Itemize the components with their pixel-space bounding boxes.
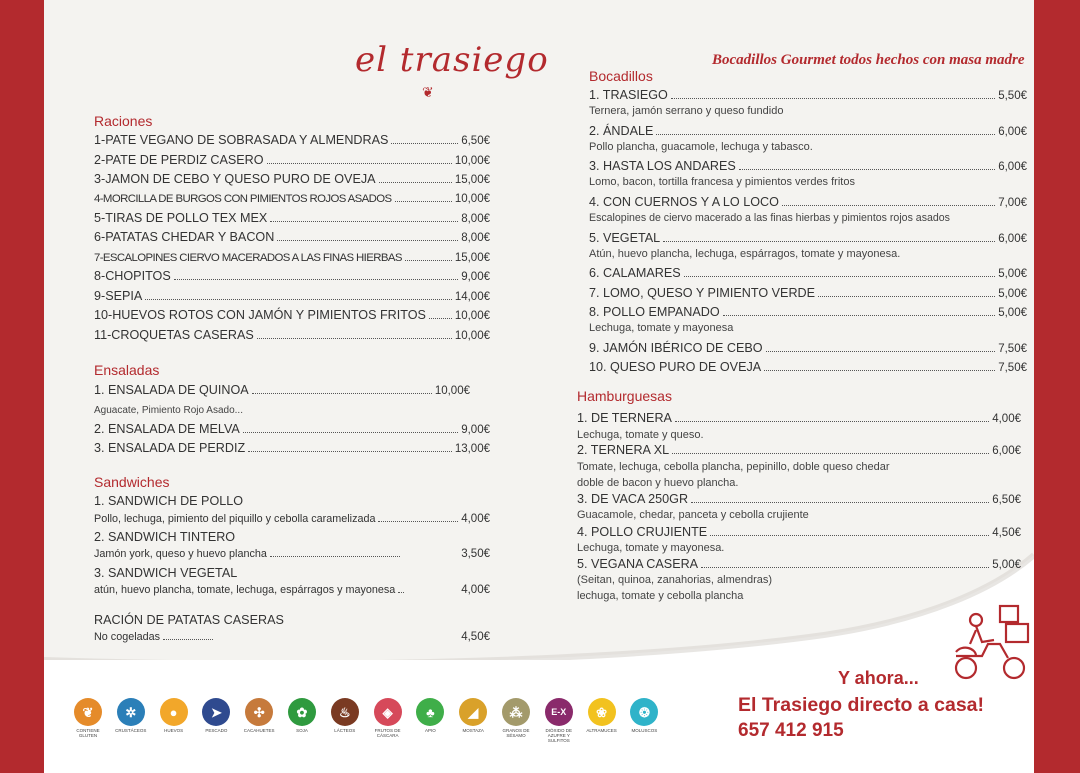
allergen-item bbox=[68, 698, 108, 738]
item-desc: lechuga, tomate y cebolla plancha bbox=[577, 590, 744, 602]
item-desc: Guacamole, chedar, panceta y cebolla crujiente bbox=[577, 509, 809, 521]
sulphite-icon: E-X bbox=[545, 698, 573, 726]
menu-item bbox=[589, 123, 1027, 140]
menu-item bbox=[94, 510, 490, 527]
mustard-icon: ◢ bbox=[459, 698, 487, 726]
item-price: 9,00€ bbox=[461, 271, 490, 283]
menu-item bbox=[94, 382, 470, 399]
item-desc: (Seitan, quinoa, zanahorias, almendras) bbox=[577, 574, 773, 586]
menu-item bbox=[94, 440, 490, 457]
item-name: 1. ENSALADA DE QUINOA bbox=[94, 383, 249, 397]
item-desc: atún, huevo plancha, tomate, lechuga, espárragos y mayonesa bbox=[94, 584, 396, 596]
item-desc: Lechuga, tomate y mayonesa. bbox=[577, 542, 725, 554]
item-desc: Lechuga, tomate y queso. bbox=[577, 429, 704, 441]
item-desc: No cogeladas bbox=[94, 631, 161, 643]
menu-item bbox=[589, 285, 1027, 302]
celery-icon: ♣ bbox=[416, 698, 444, 726]
item-price: 10,00€ bbox=[454, 193, 490, 205]
item-price: 5,00€ bbox=[998, 288, 1027, 300]
item-desc: Atún, huevo plancha, lechuga, espárragos, tomate y mayonesa. bbox=[589, 248, 901, 260]
item-price: 10,00€ bbox=[434, 385, 470, 397]
logo-pepper-icon: ❦ bbox=[422, 84, 434, 100]
lupin-icon: ❀ bbox=[588, 698, 616, 726]
item-price: 6,00€ bbox=[998, 126, 1027, 138]
section-title-hamburguesas: Hamburguesas bbox=[577, 388, 672, 404]
item-price: 5,00€ bbox=[998, 268, 1027, 280]
fish-icon: ➤ bbox=[202, 698, 230, 726]
allergen-label: LÁCTEOS bbox=[334, 728, 356, 733]
item-price: 4,50€ bbox=[992, 527, 1021, 539]
item-name: 2. SANDWICH TINTERO bbox=[94, 530, 236, 544]
item-name: 3. DE VACA 250GR bbox=[577, 492, 689, 506]
item-name: 8. POLLO EMPANADO bbox=[589, 305, 720, 319]
section-title-ensaladas: Ensaladas bbox=[94, 362, 160, 378]
menu-item bbox=[94, 421, 490, 438]
item-name: 3. HASTA LOS ANDARES bbox=[589, 159, 736, 173]
menu-page bbox=[44, 0, 1034, 773]
item-price: 7,50€ bbox=[998, 343, 1027, 355]
item-price: 5,00€ bbox=[992, 559, 1021, 571]
item-name: 6-PATATAS CHEDAR Y BACON bbox=[94, 230, 275, 244]
allergen-label: MOSTAZA bbox=[462, 728, 484, 733]
menu-item bbox=[577, 442, 1021, 459]
allergen-label: PESCADO bbox=[205, 728, 228, 733]
menu-item bbox=[577, 410, 1021, 427]
item-desc: Pollo, lechuga, pimiento del piquillo y cebolla caramelizada bbox=[94, 513, 376, 525]
menu-item bbox=[589, 304, 1027, 321]
item-desc: Jamón york, queso y huevo plancha bbox=[94, 548, 267, 560]
sesame-icon: ⁂ bbox=[502, 698, 530, 726]
section-title-bocadillos: Bocadillos bbox=[589, 68, 653, 84]
item-name: 1. DE TERNERA bbox=[577, 411, 672, 425]
logo: el trasiego bbox=[355, 40, 549, 80]
delivery-phone[interactable]: 657 412 915 bbox=[738, 720, 844, 741]
item-name: 2. TERNERA XL bbox=[577, 443, 670, 457]
item-desc: Ternera, jamón serrano y queso fundido bbox=[589, 105, 784, 117]
item-name: 1. TRASIEGO bbox=[589, 88, 668, 102]
menu-item bbox=[94, 545, 490, 562]
allergen-label: CACAHUETES bbox=[243, 728, 275, 733]
item-name: 7. LOMO, QUESO Y PIMIENTO VERDE bbox=[589, 286, 816, 300]
item-name: 4. CON CUERNOS Y A LO LOCO bbox=[589, 195, 779, 209]
menu-item bbox=[589, 158, 1027, 175]
item-price: 6,00€ bbox=[992, 445, 1021, 457]
menu-item bbox=[577, 491, 1021, 508]
allergen-label: APIO bbox=[425, 728, 436, 733]
item-price: 10,00€ bbox=[454, 155, 490, 167]
item-desc: Escalopines de ciervo macerado a las finas hierbas y pimientos rojos asados bbox=[589, 212, 950, 224]
item-name: 2. ÁNDALE bbox=[589, 124, 654, 138]
allergen-item bbox=[496, 698, 536, 738]
item-name: 9-SEPIA bbox=[94, 289, 143, 303]
crab-icon: ✲ bbox=[117, 698, 145, 726]
menu-item bbox=[94, 581, 490, 598]
item-name: RACIÓN DE PATATAS CASERAS bbox=[94, 613, 284, 627]
item-desc: Tomate, lechuga, cebolla plancha, pepinillo, doble queso chedar bbox=[577, 461, 890, 473]
section-title-raciones: Raciones bbox=[94, 113, 153, 129]
item-desc: Pollo plancha, guacamole, lechuga y tabasco. bbox=[589, 141, 813, 153]
menu-item bbox=[94, 327, 490, 344]
item-desc: Lechuga, tomate y mayonesa bbox=[589, 322, 734, 334]
menu-item bbox=[589, 359, 1027, 376]
delivery-line2: El Trasiego directo a casa! bbox=[738, 694, 985, 716]
menu-item bbox=[94, 132, 490, 149]
item-name: 3. SANDWICH VEGETAL bbox=[94, 566, 238, 580]
item-price: 13,00€ bbox=[454, 443, 490, 455]
item-name: 8-CHOPITOS bbox=[94, 269, 171, 283]
menu-item bbox=[589, 194, 1027, 211]
item-name: 3-JAMON DE CEBO Y QUESO PURO DE OVEJA bbox=[94, 172, 376, 186]
item-name: 11-CROQUETAS CASERAS bbox=[94, 328, 254, 342]
item-name: 7-ESCALOPINES CIERVO MACERADOS A LAS FINAS HIERBAS bbox=[94, 252, 402, 264]
allergen-label: ALTRAMUCES bbox=[586, 728, 617, 733]
allergen-item bbox=[410, 698, 450, 733]
menu-item bbox=[589, 265, 1027, 282]
item-name: 2-PATE DE PERDIZ CASERO bbox=[94, 153, 264, 167]
item-price: 10,00€ bbox=[454, 310, 490, 322]
item-price: 14,00€ bbox=[454, 291, 490, 303]
item-price: 6,00€ bbox=[998, 233, 1027, 245]
item-name: 6. CALAMARES bbox=[589, 266, 681, 280]
mollusc-icon: ❂ bbox=[630, 698, 658, 726]
allergen-item bbox=[282, 698, 322, 733]
item-name: 1-PATE VEGANO DE SOBRASADA Y ALMENDRAS bbox=[94, 133, 389, 147]
item-name: 5. VEGETAL bbox=[589, 231, 661, 245]
menu-item bbox=[589, 230, 1027, 247]
item-name: 1. SANDWICH DE POLLO bbox=[94, 494, 244, 508]
item-price: 10,00€ bbox=[454, 330, 490, 342]
item-price: 4,00€ bbox=[992, 413, 1021, 425]
item-name: 4. POLLO CRUJIENTE bbox=[577, 525, 708, 539]
allergen-label: HUEVOS bbox=[164, 728, 184, 733]
item-price: 8,00€ bbox=[461, 213, 490, 225]
item-name: 5-TIRAS DE POLLO TEX MEX bbox=[94, 211, 268, 225]
item-name: 10. QUESO PURO DE OVEJA bbox=[589, 360, 762, 374]
item-price: 15,00€ bbox=[454, 174, 490, 186]
item-price: 6,50€ bbox=[461, 135, 490, 147]
item-price: 4,00€ bbox=[461, 584, 490, 596]
menu-item bbox=[577, 524, 1021, 541]
menu-item bbox=[94, 628, 490, 645]
item-desc: doble de bacon y huevo plancha. bbox=[577, 477, 739, 489]
menu-item bbox=[94, 268, 490, 285]
allergen-item bbox=[196, 698, 236, 733]
item-name: 5. VEGANA CASERA bbox=[577, 557, 699, 571]
allergen-item bbox=[582, 698, 622, 733]
menu-item bbox=[94, 307, 490, 324]
item-price: 9,00€ bbox=[461, 424, 490, 436]
item-price: 5,00€ bbox=[998, 307, 1027, 319]
delivery-line1: Y ahora... bbox=[838, 668, 919, 688]
menu-item bbox=[94, 152, 490, 169]
item-name: 9. JAMÓN IBÉRICO DE CEBO bbox=[589, 341, 763, 355]
menu-item bbox=[589, 87, 1027, 104]
item-name: 4-MORCILLA DE BURGOS CON PIMIENTOS ROJOS ASADOS bbox=[94, 193, 392, 205]
allergen-label: MOLUSCOS bbox=[631, 728, 658, 733]
item-desc: Lomo, bacon, tortilla francesa y pimientos verdes fritos bbox=[589, 176, 855, 188]
allergen-item bbox=[624, 698, 664, 733]
allergen-label: FRUTOS DE CÁSCARA bbox=[374, 728, 401, 738]
item-price: 4,50€ bbox=[461, 631, 490, 643]
item-price: 6,00€ bbox=[998, 161, 1027, 173]
menu-item bbox=[94, 171, 490, 188]
allergen-item bbox=[539, 698, 579, 743]
item-price: 7,50€ bbox=[998, 362, 1027, 374]
item-price: 3,50€ bbox=[461, 548, 490, 560]
allergen-item bbox=[453, 698, 493, 733]
menu-item bbox=[94, 190, 490, 207]
allergen-label: DIÓXIDO DE AZUFRE Y SULFITOS bbox=[545, 728, 573, 743]
section-title-sandwiches: Sandwiches bbox=[94, 474, 170, 490]
menu-item bbox=[577, 556, 1021, 573]
allergen-label: CONTIENE GLUTEN bbox=[76, 728, 100, 738]
item-price: 4,00€ bbox=[461, 513, 490, 525]
item-price: 7,00€ bbox=[998, 197, 1027, 209]
allergen-item bbox=[239, 698, 279, 733]
item-name: 10-HUEVOS ROTOS CON JAMÓN Y PIMIENTOS FRITOS bbox=[94, 308, 426, 322]
item-price: 5,50€ bbox=[998, 90, 1027, 102]
wheat-icon: ❦ bbox=[74, 698, 102, 726]
delivery-scooter-icon bbox=[942, 604, 1034, 684]
milk-icon: ♨ bbox=[331, 698, 359, 726]
item-price: 8,00€ bbox=[461, 232, 490, 244]
allergen-item bbox=[368, 698, 408, 738]
allergen-label: CRUSTÁCEOS bbox=[115, 728, 147, 733]
allergen-label: SOJA bbox=[296, 728, 308, 733]
menu-item bbox=[94, 288, 490, 305]
allergen-item bbox=[325, 698, 365, 733]
item-name: 2. ENSALADA DE MELVA bbox=[94, 422, 240, 436]
item-desc: Aguacate, Pimiento Rojo Asado... bbox=[94, 405, 243, 416]
allergen-item bbox=[154, 698, 194, 733]
nut-icon: ◈ bbox=[374, 698, 402, 726]
allergen-item bbox=[111, 698, 151, 733]
peanut-icon: ✣ bbox=[245, 698, 273, 726]
menu-item bbox=[94, 210, 490, 227]
menu-item bbox=[94, 249, 490, 266]
item-price: 15,00€ bbox=[454, 252, 490, 264]
tagline: Bocadillos Gourmet todos hechos con masa madre bbox=[712, 52, 1025, 68]
egg-icon: ● bbox=[160, 698, 188, 726]
item-price: 6,50€ bbox=[992, 494, 1021, 506]
soy-icon: ✿ bbox=[288, 698, 316, 726]
menu-item bbox=[589, 340, 1027, 357]
menu-item bbox=[94, 229, 490, 246]
item-name: 3. ENSALADA DE PERDIZ bbox=[94, 441, 246, 455]
allergen-label: GRANOS DE SÉSAMO bbox=[502, 728, 530, 738]
